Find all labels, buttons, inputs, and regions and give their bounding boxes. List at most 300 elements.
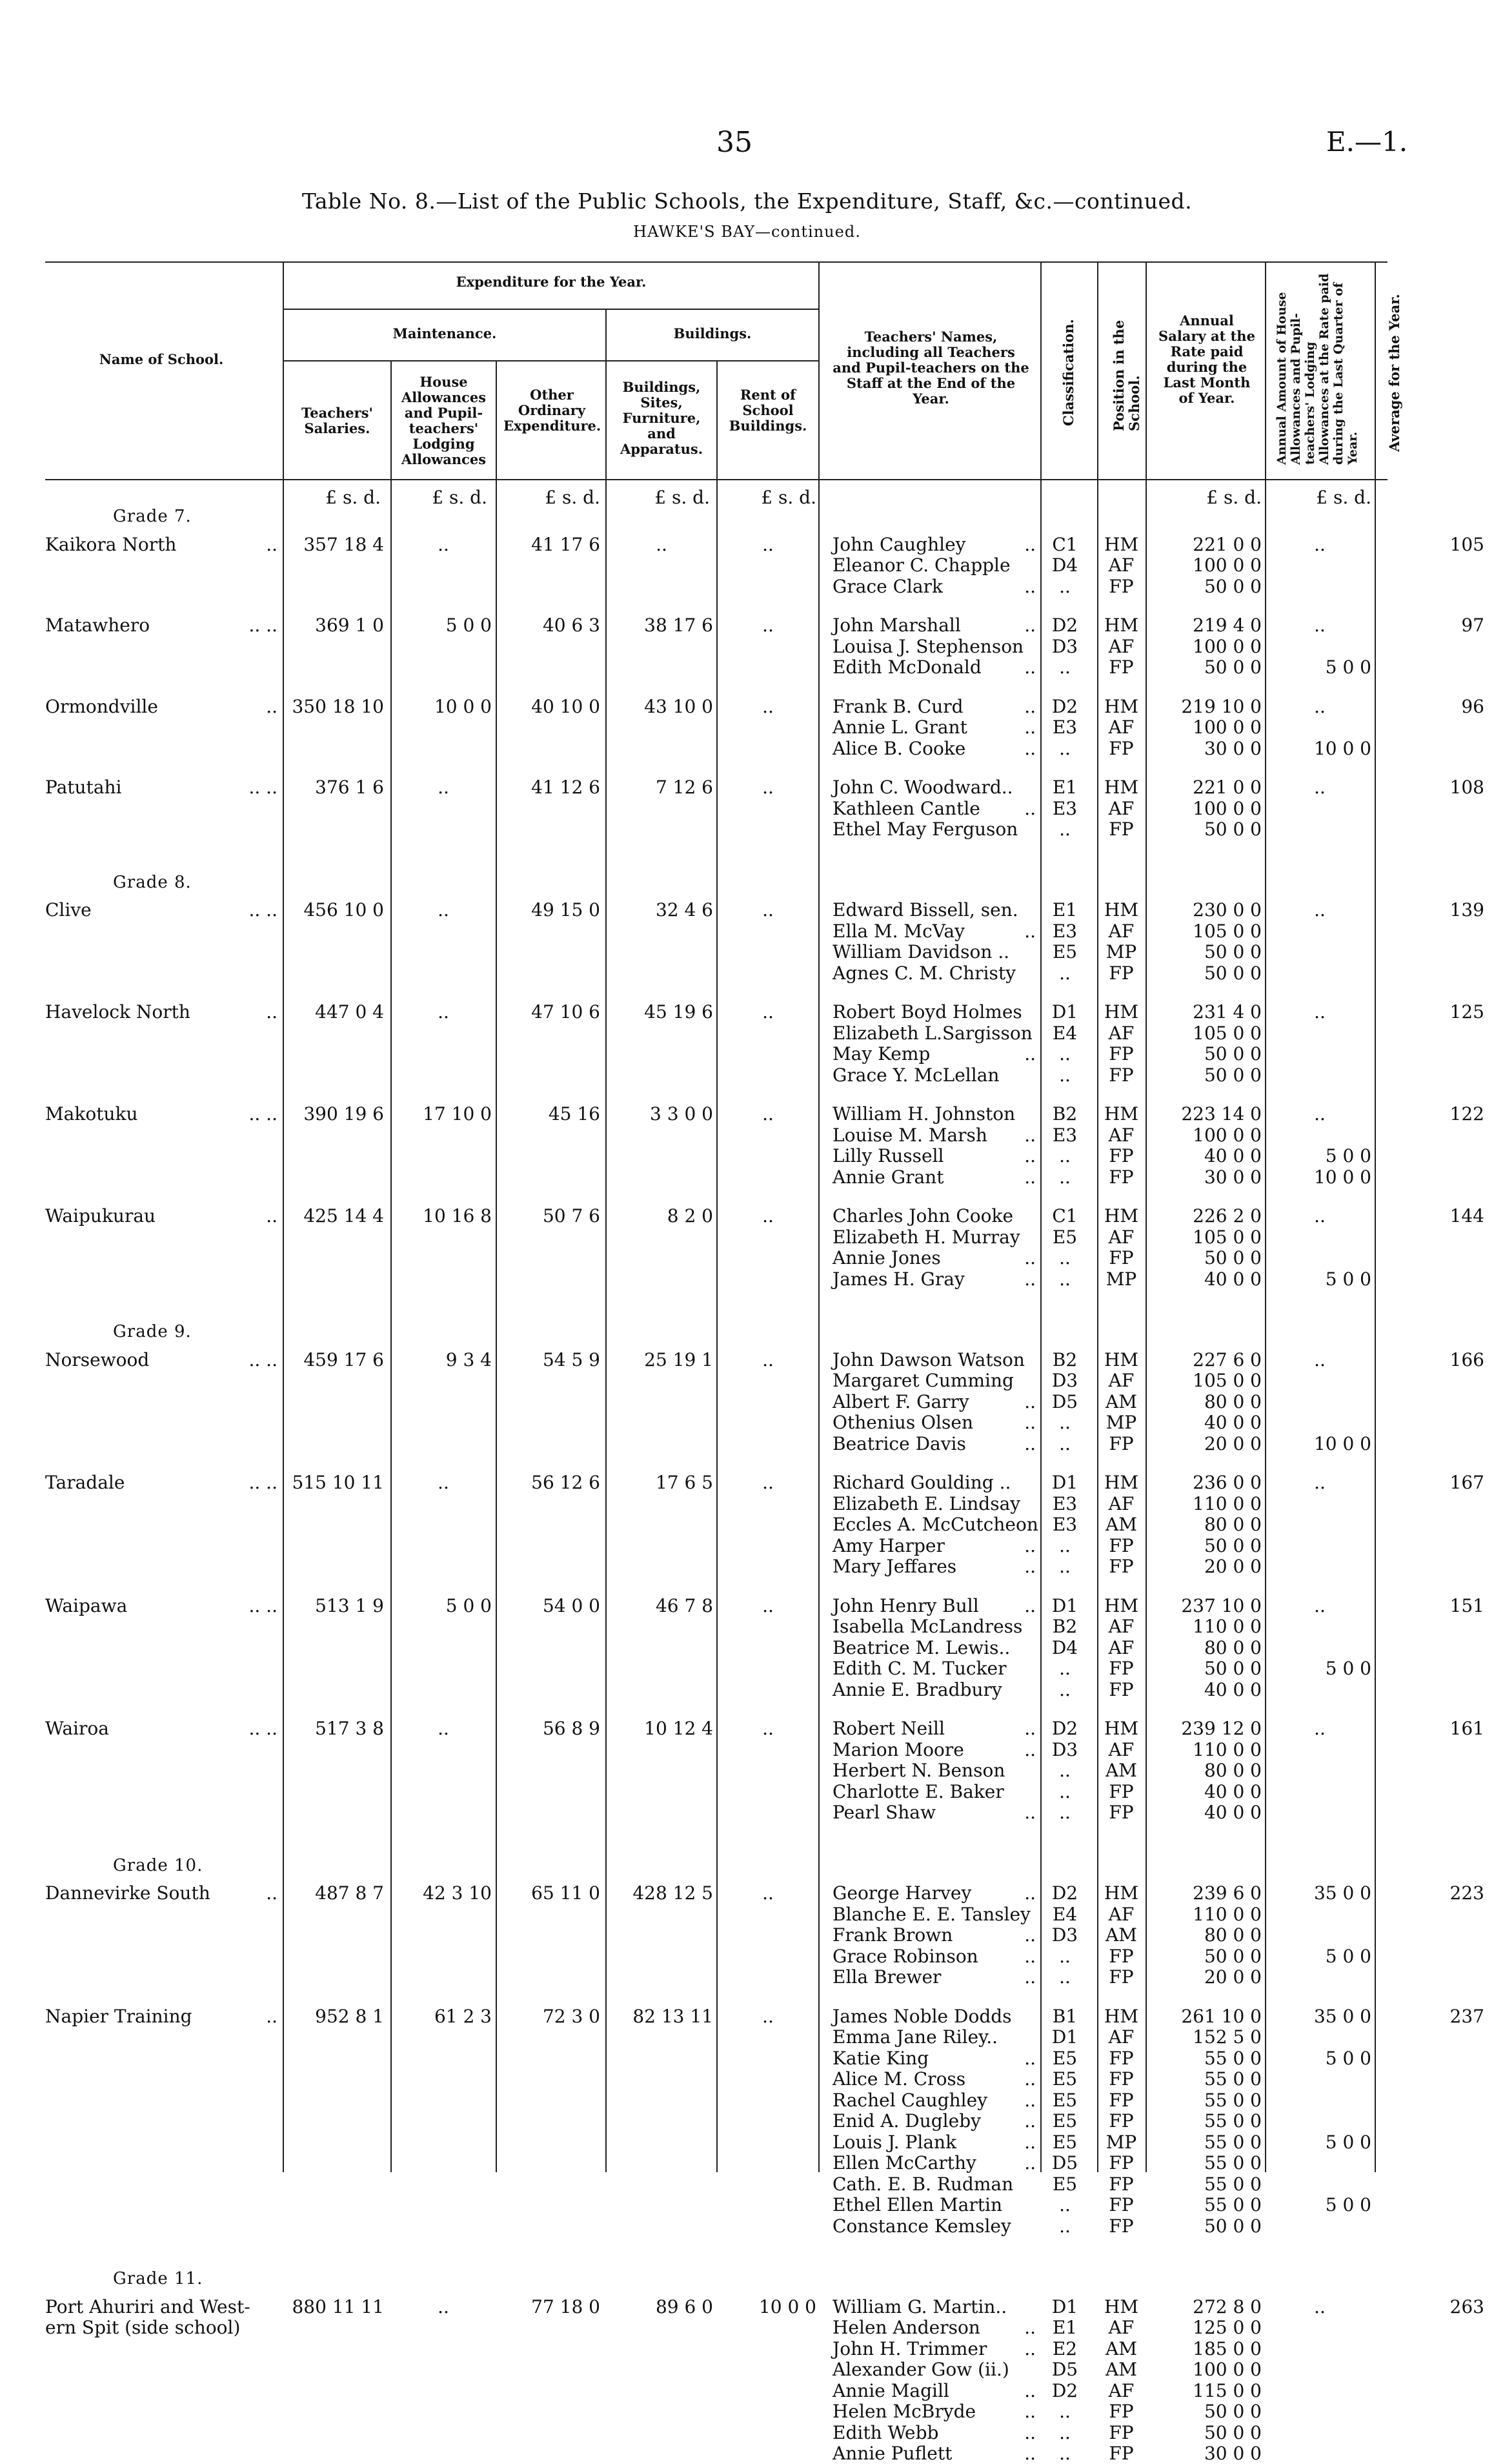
classification: D1 bbox=[1051, 1594, 1078, 1616]
annual-salary: 50 0 0 bbox=[1204, 2401, 1262, 2422]
classification: D5 bbox=[1051, 2152, 1078, 2174]
position: AF bbox=[1108, 2379, 1135, 2401]
annual-salary: 80 0 0 bbox=[1204, 1924, 1262, 1946]
position: FP bbox=[1109, 657, 1134, 678]
classification: D1 bbox=[1051, 2026, 1078, 2048]
classification: E5 bbox=[1052, 1226, 1078, 1248]
position: FP bbox=[1109, 1432, 1134, 1454]
average-attendance: 122 bbox=[1449, 1103, 1484, 1125]
teacher-name: Alice B. Cooke bbox=[833, 737, 966, 759]
buildings-sites: 428 12 5 bbox=[632, 1882, 713, 1904]
annual-allowance: .. bbox=[1314, 1001, 1326, 1023]
annual-salary: 50 0 0 bbox=[1204, 1945, 1262, 1967]
leader-dots: .. bbox=[1024, 2317, 1036, 2338]
annual-salary: 40 0 0 bbox=[1204, 1268, 1262, 1290]
position: AF bbox=[1108, 1226, 1135, 1248]
teacher-name: Frank B. Curd bbox=[833, 695, 964, 717]
annual-salary: 55 0 0 bbox=[1204, 2152, 1262, 2174]
classification: .. bbox=[1059, 657, 1071, 678]
annual-salary: 50 0 0 bbox=[1204, 2421, 1262, 2443]
position: FP bbox=[1109, 2089, 1134, 2111]
classification: E5 bbox=[1052, 941, 1078, 962]
school-name: Matawhero bbox=[45, 615, 150, 636]
position: FP bbox=[1109, 1556, 1134, 1577]
house-allowances: .. bbox=[438, 1718, 449, 1739]
school-name: Patutahi bbox=[45, 777, 122, 798]
leader-dots: .. bbox=[1024, 1390, 1036, 1412]
rent-buildings: .. bbox=[762, 1718, 774, 1739]
other-expenditure: 77 18 0 bbox=[531, 2296, 600, 2317]
other-expenditure: 65 11 0 bbox=[531, 1882, 600, 1904]
teacher-name: Helen Anderson bbox=[833, 2317, 980, 2338]
position: FP bbox=[1109, 2110, 1134, 2132]
classification: D5 bbox=[1051, 1390, 1078, 1412]
position: FP bbox=[1109, 2401, 1134, 2422]
position: AM bbox=[1105, 1390, 1137, 1412]
annual-salary: 50 0 0 bbox=[1204, 1064, 1262, 1086]
leader-dots: .. bbox=[1024, 657, 1036, 678]
annual-allowance: 10 0 0 bbox=[1313, 1432, 1371, 1454]
rent-buildings: .. bbox=[762, 2005, 774, 2027]
rent-buildings: .. bbox=[762, 1882, 774, 1904]
units-label: £ s. d. bbox=[761, 487, 816, 508]
buildings-sites: 3 3 0 0 bbox=[650, 1103, 713, 1125]
teacher-name: John H. Trimmer bbox=[833, 2337, 987, 2359]
annual-salary: 20 0 0 bbox=[1204, 1966, 1262, 1988]
house-allowances: .. bbox=[438, 1001, 449, 1023]
units-label: £ s. d. bbox=[654, 487, 710, 508]
classification: .. bbox=[1059, 1966, 1071, 1988]
position: FP bbox=[1109, 1534, 1134, 1556]
position: AF bbox=[1108, 555, 1135, 576]
teacher-name: Isabella McLandress bbox=[833, 1616, 1023, 1637]
teacher-name: James H. Gray bbox=[833, 1268, 965, 1290]
header-house: House Allowances and Pupil-teachers' Lodging Allowances bbox=[401, 374, 487, 467]
classification: .. bbox=[1059, 1780, 1071, 1802]
teacher-name: Albert F. Garry bbox=[833, 1390, 969, 1412]
annual-salary: 55 0 0 bbox=[1204, 2089, 1262, 2111]
buildings-sites: 46 7 8 bbox=[655, 1594, 713, 1616]
buildings-sites: 45 19 6 bbox=[644, 1001, 713, 1023]
teacher-name: Frank Brown bbox=[833, 1924, 953, 1946]
position: FP bbox=[1109, 1166, 1134, 1188]
position: FP bbox=[1109, 2443, 1134, 2464]
position: HM bbox=[1104, 1594, 1139, 1616]
classification: .. bbox=[1059, 1145, 1071, 1166]
classification: D3 bbox=[1051, 1738, 1078, 1760]
annual-salary: 226 2 0 bbox=[1193, 1205, 1262, 1227]
leader-dots: .. bbox=[1024, 1882, 1036, 1904]
teacher-name: Ellen McCarthy bbox=[833, 2152, 976, 2174]
teacher-name: Marion Moore bbox=[833, 1738, 964, 1760]
teachers-salaries: 350 18 10 bbox=[292, 695, 384, 717]
buildings-sites: 43 10 0 bbox=[644, 695, 713, 717]
position: HM bbox=[1104, 2005, 1139, 2027]
position: HM bbox=[1104, 695, 1139, 717]
classification: E4 bbox=[1052, 1022, 1078, 1044]
leader-dots: .. bbox=[1024, 2337, 1036, 2359]
leader-dots: .. bbox=[1024, 615, 1036, 636]
annual-allowance: .. bbox=[1314, 533, 1326, 555]
col-rule-5 bbox=[716, 360, 718, 2172]
buildings-sites: .. bbox=[656, 533, 667, 555]
leader-dots: .. bbox=[1024, 1043, 1036, 1064]
teacher-name: Annie Grant bbox=[833, 1166, 944, 1188]
annual-allowance: .. bbox=[1314, 1718, 1326, 1739]
teacher-name: Beatrice Davis bbox=[833, 1432, 966, 1454]
leader-dots: .. bbox=[1024, 1738, 1036, 1760]
leader-dots: .. bbox=[1024, 737, 1036, 759]
annual-salary: 261 10 0 bbox=[1181, 2005, 1262, 2027]
teacher-name: Herbert N. Benson bbox=[833, 1760, 1005, 1781]
units-label: £ s. d. bbox=[432, 487, 487, 508]
annual-salary: 219 4 0 bbox=[1193, 615, 1262, 636]
leader-dots: .. bbox=[1024, 1556, 1036, 1577]
school-name: Havelock North bbox=[45, 1001, 190, 1023]
annual-salary: 152 5 0 bbox=[1193, 2026, 1262, 2048]
leader-dots: .. .. bbox=[248, 1472, 278, 1493]
annual-salary: 80 0 0 bbox=[1204, 1390, 1262, 1412]
teacher-name: Edward Bissell, sen. bbox=[833, 899, 1018, 921]
school-name: Port Ahuriri and West- bbox=[45, 2296, 250, 2317]
school-name: Napier Training bbox=[45, 2005, 192, 2027]
classification: E1 bbox=[1052, 2317, 1078, 2338]
classification: E3 bbox=[1052, 920, 1078, 942]
teacher-name: Rachel Caughley bbox=[833, 2089, 988, 2111]
teacher-name: John Marshall bbox=[833, 615, 961, 636]
teacher-name: Grace Clark bbox=[833, 575, 944, 597]
annual-salary: 100 0 0 bbox=[1193, 717, 1262, 738]
annual-salary: 221 0 0 bbox=[1193, 533, 1262, 555]
annual-salary: 110 0 0 bbox=[1193, 1903, 1262, 1925]
teacher-name: Ella Brewer bbox=[833, 1966, 942, 1988]
annual-salary: 20 0 0 bbox=[1204, 1556, 1262, 1577]
classification: D1 bbox=[1051, 2296, 1078, 2317]
leader-dots: .. bbox=[1024, 575, 1036, 597]
classification: .. bbox=[1059, 1432, 1071, 1454]
header-average: Average for the Year. bbox=[1386, 294, 1402, 452]
annual-salary: 50 0 0 bbox=[1204, 1247, 1262, 1268]
annual-salary: 100 0 0 bbox=[1193, 555, 1262, 576]
position: AF bbox=[1108, 920, 1135, 942]
position: MP bbox=[1105, 2131, 1137, 2153]
annual-allowance: 5 0 0 bbox=[1325, 1658, 1371, 1679]
annual-salary: 30 0 0 bbox=[1204, 1166, 1262, 1188]
other-expenditure: 41 12 6 bbox=[531, 777, 600, 798]
leader-dots: .. .. bbox=[248, 615, 278, 636]
classification: E5 bbox=[1052, 2173, 1078, 2195]
position: AM bbox=[1105, 1514, 1137, 1535]
annual-salary: 50 0 0 bbox=[1204, 2215, 1262, 2237]
classification: E3 bbox=[1052, 717, 1078, 738]
school-name: ern Spit (side school) bbox=[45, 2317, 241, 2338]
annual-salary: 80 0 0 bbox=[1204, 1514, 1262, 1535]
units-label: £ s. d. bbox=[545, 487, 600, 508]
classification: D1 bbox=[1051, 1472, 1078, 1493]
teacher-name: Eccles A. McCutcheon bbox=[833, 1514, 1038, 1535]
teacher-name: Grace Y. McLellan bbox=[833, 1064, 1000, 1086]
annual-salary: 105 0 0 bbox=[1193, 920, 1262, 942]
rent-buildings: .. bbox=[762, 1594, 774, 1616]
annual-allowance: .. bbox=[1314, 777, 1326, 798]
annual-salary: 40 0 0 bbox=[1204, 1678, 1262, 1700]
rent-buildings: .. bbox=[762, 1472, 774, 1493]
teacher-name: Richard Goulding .. bbox=[833, 1472, 1011, 1493]
header-maintenance: Maintenance. bbox=[392, 325, 497, 341]
rent-buildings: 10 0 0 bbox=[758, 2296, 816, 2317]
school-name: Makotuku bbox=[45, 1103, 138, 1125]
teacher-name: James Noble Dodds bbox=[833, 2005, 1012, 2027]
classification: D2 bbox=[1051, 1882, 1078, 1904]
leader-dots: .. .. bbox=[248, 1594, 278, 1616]
position: AF bbox=[1108, 717, 1135, 738]
annual-salary: 105 0 0 bbox=[1193, 1370, 1262, 1391]
teacher-name: Louise M. Marsh bbox=[833, 1124, 987, 1146]
annual-allowance: .. bbox=[1314, 615, 1326, 636]
teacher-name: Katie King bbox=[833, 2047, 929, 2069]
house-allowances: .. bbox=[438, 533, 449, 555]
average-attendance: 167 bbox=[1449, 1472, 1484, 1493]
position: FP bbox=[1109, 2152, 1134, 2174]
annual-salary: 236 0 0 bbox=[1193, 1472, 1262, 1493]
school-name: Kaikora North bbox=[45, 533, 177, 555]
annual-allowance: .. bbox=[1314, 2296, 1326, 2317]
position: FP bbox=[1109, 1780, 1134, 1802]
table-subtitle: HAWKE'S BAY—continued. bbox=[633, 223, 861, 241]
annual-allowance: 5 0 0 bbox=[1325, 2131, 1371, 2153]
other-expenditure: 41 17 6 bbox=[531, 533, 600, 555]
leader-dots: .. bbox=[1024, 2047, 1036, 2069]
position: FP bbox=[1109, 2215, 1134, 2237]
rule-maintenance bbox=[284, 360, 818, 361]
position: AF bbox=[1108, 1022, 1135, 1044]
annual-allowance: 5 0 0 bbox=[1325, 657, 1371, 678]
classification: E5 bbox=[1052, 2131, 1078, 2153]
leader-dots: .. bbox=[1024, 1145, 1036, 1166]
classification: .. bbox=[1059, 2421, 1071, 2443]
header-position: Position in the School. bbox=[1111, 320, 1142, 431]
teacher-name: Beatrice M. Lewis.. bbox=[833, 1636, 1011, 1658]
teacher-name: Cath. E. B. Rudman bbox=[833, 2173, 1014, 2195]
position: HM bbox=[1104, 1349, 1139, 1370]
teachers-salaries: 487 8 7 bbox=[315, 1882, 384, 1904]
annual-salary: 50 0 0 bbox=[1204, 819, 1262, 840]
classification: E5 bbox=[1052, 2089, 1078, 2111]
teacher-name: Alice M. Cross bbox=[833, 2068, 966, 2090]
position: HM bbox=[1104, 1205, 1139, 1227]
position: AF bbox=[1108, 1370, 1135, 1391]
house-allowances: 9 3 4 bbox=[445, 1349, 492, 1370]
classification: E2 bbox=[1052, 2337, 1078, 2359]
teachers-salaries: 390 19 6 bbox=[303, 1103, 384, 1125]
house-allowances: 61 2 3 bbox=[434, 2005, 492, 2027]
annual-allowance: .. bbox=[1314, 1594, 1326, 1616]
classification: .. bbox=[1059, 1760, 1071, 1781]
teachers-salaries: 425 14 4 bbox=[303, 1205, 384, 1227]
position: FP bbox=[1109, 1658, 1134, 1679]
table-title: Table No. 8.—List of the Public Schools, the Expenditure, Staff, &c.—continued. bbox=[301, 188, 1193, 214]
classification: D2 bbox=[1051, 615, 1078, 636]
rent-buildings: .. bbox=[762, 615, 774, 636]
buildings-sites: 89 6 0 bbox=[655, 2296, 713, 2317]
teacher-name: Lilly Russell bbox=[833, 1145, 944, 1166]
classification: .. bbox=[1059, 1678, 1071, 1700]
leader-dots: .. bbox=[1024, 1594, 1036, 1616]
school-name: Norsewood bbox=[45, 1349, 150, 1370]
teachers-salaries: 952 8 1 bbox=[315, 2005, 384, 2027]
position: FP bbox=[1109, 2068, 1134, 2090]
classification: .. bbox=[1059, 1064, 1071, 1086]
rent-buildings: .. bbox=[762, 1205, 774, 1227]
classification: .. bbox=[1059, 2215, 1071, 2237]
classification: E5 bbox=[1052, 2047, 1078, 2069]
teacher-name: Helen McBryde bbox=[833, 2401, 976, 2422]
rent-buildings: .. bbox=[762, 695, 774, 717]
position: AF bbox=[1108, 1616, 1135, 1637]
other-expenditure: 56 8 9 bbox=[542, 1718, 600, 1739]
leader-dots: .. bbox=[1024, 920, 1036, 942]
house-allowances: 5 0 0 bbox=[445, 1594, 492, 1616]
teacher-name: Blanche E. E. Tansley bbox=[833, 1903, 1031, 1925]
other-expenditure: 56 12 6 bbox=[531, 1472, 600, 1493]
teacher-name: Annie L. Grant bbox=[833, 717, 967, 738]
annual-salary: 105 0 0 bbox=[1193, 1022, 1262, 1044]
average-attendance: 108 bbox=[1449, 777, 1484, 798]
teacher-name: Charlotte E. Baker bbox=[833, 1780, 1004, 1802]
other-expenditure: 47 10 6 bbox=[531, 1001, 600, 1023]
annual-salary: 40 0 0 bbox=[1204, 1412, 1262, 1433]
teacher-name: John Henry Bull bbox=[833, 1594, 979, 1616]
leader-dots: .. bbox=[266, 1001, 278, 1023]
other-expenditure: 40 6 3 bbox=[542, 615, 600, 636]
classification: D5 bbox=[1051, 2359, 1078, 2380]
classification: D4 bbox=[1051, 1636, 1078, 1658]
leader-dots: .. bbox=[266, 695, 278, 717]
annual-salary: 80 0 0 bbox=[1204, 1760, 1262, 1781]
position: FP bbox=[1109, 737, 1134, 759]
position: HM bbox=[1104, 1718, 1139, 1739]
teacher-name: Enid A. Dugleby bbox=[833, 2110, 981, 2132]
classification: .. bbox=[1059, 2443, 1071, 2464]
annual-salary: 221 0 0 bbox=[1193, 777, 1262, 798]
school-name: Ormondville bbox=[45, 695, 158, 717]
position: HM bbox=[1104, 1882, 1139, 1904]
leader-dots: .. bbox=[1024, 2401, 1036, 2422]
annual-salary: 50 0 0 bbox=[1204, 1658, 1262, 1679]
position: FP bbox=[1109, 2194, 1134, 2215]
classification: D4 bbox=[1051, 555, 1078, 576]
average-attendance: 223 bbox=[1449, 1882, 1484, 1904]
leader-dots: .. bbox=[1024, 2379, 1036, 2401]
teacher-name: Kathleen Cantle bbox=[833, 797, 980, 819]
teacher-name: Eleanor C. Chapple bbox=[833, 555, 1011, 576]
annual-allowance: 5 0 0 bbox=[1325, 1145, 1371, 1166]
school-name: Waipukurau bbox=[45, 1205, 156, 1227]
house-allowances: 17 10 0 bbox=[423, 1103, 492, 1125]
series-reference: E.—1. bbox=[1326, 126, 1408, 158]
teacher-name: Emma Jane Riley.. bbox=[833, 2026, 998, 2048]
house-allowances: .. bbox=[438, 2296, 449, 2317]
leader-dots: .. bbox=[1024, 1166, 1036, 1188]
average-attendance: 139 bbox=[1449, 899, 1484, 921]
rent-buildings: .. bbox=[762, 533, 774, 555]
position: FP bbox=[1109, 1145, 1134, 1166]
school-name: Taradale bbox=[45, 1472, 125, 1493]
classification: .. bbox=[1059, 819, 1071, 840]
annual-allowance: .. bbox=[1314, 1205, 1326, 1227]
annual-salary: 239 12 0 bbox=[1181, 1718, 1262, 1739]
classification: E1 bbox=[1052, 899, 1078, 921]
annual-salary: 219 10 0 bbox=[1181, 695, 1262, 717]
annual-salary: 40 0 0 bbox=[1204, 1780, 1262, 1802]
leader-dots: .. bbox=[1024, 1966, 1036, 1988]
annual-allowance: 5 0 0 bbox=[1325, 1268, 1371, 1290]
col-rule-2 bbox=[390, 360, 392, 2172]
header-other: Other Ordinary Expenditure. bbox=[503, 387, 601, 434]
teacher-name: Charles John Cooke bbox=[833, 1205, 1014, 1227]
position: HM bbox=[1104, 777, 1139, 798]
classification: D2 bbox=[1051, 695, 1078, 717]
house-allowances: 5 0 0 bbox=[445, 615, 492, 636]
annual-allowance: .. bbox=[1314, 695, 1326, 717]
position: AF bbox=[1108, 1492, 1135, 1514]
teacher-name: Agnes C. M. Christy bbox=[833, 962, 1016, 984]
classification: D3 bbox=[1051, 635, 1078, 657]
buildings-sites: 82 13 11 bbox=[632, 2005, 713, 2027]
annual-salary: 55 0 0 bbox=[1204, 2110, 1262, 2132]
position: FP bbox=[1109, 2047, 1134, 2069]
position: AF bbox=[1108, 2317, 1135, 2338]
teacher-name: Edith Webb bbox=[833, 2421, 939, 2443]
teacher-name: Annie E. Bradbury bbox=[833, 1678, 1002, 1700]
position: HM bbox=[1104, 2296, 1139, 2317]
classification: D3 bbox=[1051, 1370, 1078, 1391]
leader-dots: .. bbox=[1024, 2110, 1036, 2132]
classification: .. bbox=[1059, 1043, 1071, 1064]
col-rule-11 bbox=[1375, 261, 1376, 2172]
teachers-salaries: 447 0 4 bbox=[315, 1001, 384, 1023]
teacher-name: Robert Boyd Holmes bbox=[833, 1001, 1022, 1023]
col-rule-10 bbox=[1265, 261, 1266, 2172]
classification: E3 bbox=[1052, 1124, 1078, 1146]
classification: .. bbox=[1059, 737, 1071, 759]
position: HM bbox=[1104, 1103, 1139, 1125]
annual-salary: 100 0 0 bbox=[1193, 797, 1262, 819]
buildings-sites: 17 6 5 bbox=[655, 1472, 713, 1493]
annual-salary: 110 0 0 bbox=[1193, 1616, 1262, 1637]
rule-expenditure bbox=[284, 309, 818, 310]
annual-salary: 110 0 0 bbox=[1193, 1738, 1262, 1760]
teacher-name: May Kemp bbox=[833, 1043, 931, 1064]
classification: .. bbox=[1059, 1247, 1071, 1268]
annual-salary: 125 0 0 bbox=[1193, 2317, 1262, 2338]
annual-salary: 50 0 0 bbox=[1204, 1043, 1262, 1064]
other-expenditure: 40 10 0 bbox=[531, 695, 600, 717]
leader-dots: .. bbox=[1024, 695, 1036, 717]
header-rent: Rent of School Buildings. bbox=[729, 387, 807, 434]
school-name: Waipawa bbox=[45, 1594, 128, 1616]
units-label: £ s. d. bbox=[1206, 487, 1262, 508]
school-name: Wairoa bbox=[45, 1718, 109, 1739]
annual-salary: 40 0 0 bbox=[1204, 1802, 1262, 1823]
other-expenditure: 45 16 bbox=[548, 1103, 600, 1125]
teacher-name: Constance Kemsley bbox=[833, 2215, 1011, 2237]
leader-dots: .. bbox=[1024, 1924, 1036, 1946]
house-allowances: .. bbox=[438, 777, 449, 798]
buildings-sites: 25 19 1 bbox=[644, 1349, 713, 1370]
annual-salary: 272 8 0 bbox=[1193, 2296, 1262, 2317]
position: AM bbox=[1105, 2359, 1137, 2380]
